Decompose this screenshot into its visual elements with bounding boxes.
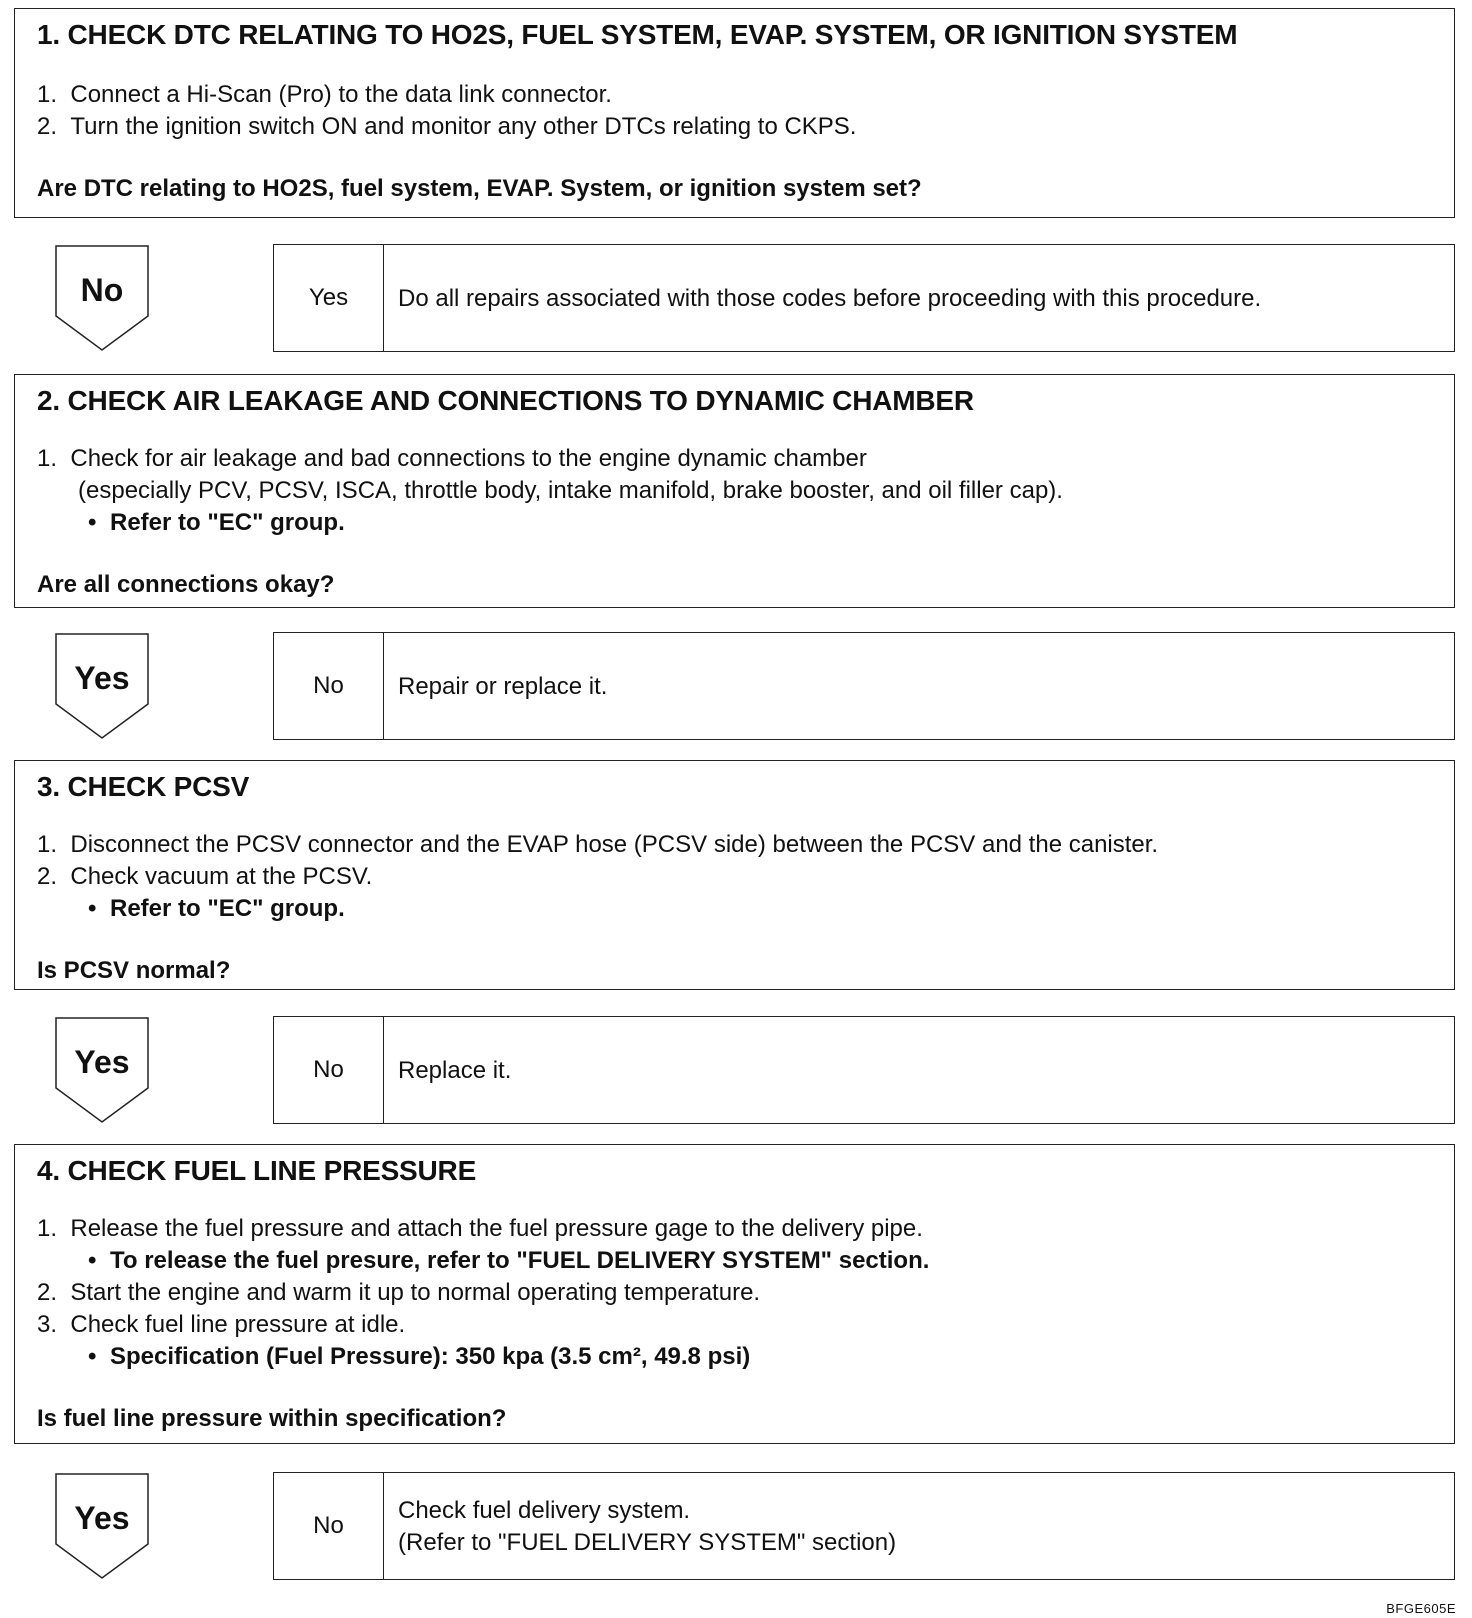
flow-arrow [54,1472,150,1580]
instruction-line [37,1311,405,1339]
instruction-line [37,1215,923,1243]
line-text: Check for air leakage and bad connections to the engine dynamic chamber [70,445,867,472]
line-number: 3. [37,1311,58,1338]
line-text: Refer to "EC" group. [110,509,345,536]
bullet-icon: • [88,509,97,536]
line-text: Release the fuel pressure and attach the fuel pressure gage to the delivery pipe. [70,1215,923,1242]
line-text: Disconnect the PCSV connector and the EVAP hose (PCSV side) between the PCSV and the canister. [70,831,1159,858]
arrow-label: Yes [74,660,130,696]
line-text: (especially PCV, PCSV, ISCA, throttle body, intake manifold, brake booster, and oil filler cap). [78,477,1063,504]
line-text: Check fuel line pressure at idle. [70,1311,406,1338]
line-text: Turn the ignition switch ON and monitor any other DTCs relating to CKPS. [70,113,857,140]
step-question: Are all connections okay? [37,571,335,598]
reference-bullet [88,1247,929,1275]
flow-arrow [54,244,150,352]
alternate-action-box [273,244,1455,352]
line-number: 2. [37,113,58,140]
reference-bullet [88,895,345,923]
step-question: Is fuel line pressure within specification? [37,1405,507,1432]
step-2-box [14,374,1455,608]
step-question: Is PCSV normal? [37,957,231,984]
instruction-line [78,477,1063,505]
instruction-line [37,445,867,473]
alternate-text: Replace it. [398,1057,512,1084]
figure-code: BFGE605E [1386,1601,1456,1616]
bullet-icon: • [88,895,97,922]
step-1-box [14,8,1455,218]
alternate-text: (Refer to "FUEL DELIVERY SYSTEM" section) [398,1529,897,1556]
alternate-label: No [274,1473,384,1579]
step-3-box [14,760,1455,990]
instruction-line [37,863,372,891]
line-number: 2. [37,863,58,890]
arrow-label: No [80,272,124,308]
step-title: 3. CHECK PCSV [37,771,250,802]
line-number: 1. [37,831,58,858]
alternate-action-box [273,632,1455,740]
step-title: 1. CHECK DTC RELATING TO HO2S, FUEL SYSTEM, EVAP. SYSTEM, OR IGNITION SYSTEM [37,19,1238,50]
alternate-text: Repair or replace it. [398,673,608,700]
alternate-text: Check fuel delivery system. [398,1497,691,1524]
alternate-text: Do all repairs associated with those codes before proceeding with this procedure. [398,285,1262,312]
bullet-icon: • [88,1247,97,1274]
line-number: 1. [37,1215,58,1242]
line-text: Connect a Hi-Scan (Pro) to the data link connector. [70,81,612,108]
step-question: Are DTC relating to HO2S, fuel system, EVAP. System, or ignition system set? [37,175,922,202]
bullet-icon: • [88,1343,97,1370]
instruction-line [37,81,612,109]
line-number: 1. [37,81,58,108]
alternate-action-box [273,1016,1455,1124]
specification-bullet [88,1343,750,1371]
step-title: 4. CHECK FUEL LINE PRESSURE [37,1155,477,1186]
alternate-label: No [274,633,384,739]
line-text: To release the fuel presure, refer to "FUEL DELIVERY SYSTEM" section. [110,1247,930,1274]
alternate-label: Yes [274,245,384,351]
instruction-line [37,113,856,141]
alternate-action-box [273,1472,1455,1580]
arrow-label: Yes [74,1044,130,1080]
flow-arrow [54,1016,150,1124]
line-text: Refer to "EC" group. [110,895,345,922]
step-4-box [14,1144,1455,1444]
arrow-label: Yes [74,1500,130,1536]
instruction-line [37,831,1158,859]
line-number: 1. [37,445,58,472]
reference-bullet [88,509,345,537]
alternate-label: No [274,1017,384,1123]
line-text: Specification (Fuel Pressure): 350 kpa (3.5 cm², 49.8 psi) [110,1343,751,1370]
flow-arrow [54,632,150,740]
instruction-line [37,1279,760,1307]
line-number: 2. [37,1279,58,1306]
step-title: 2. CHECK AIR LEAKAGE AND CONNECTIONS TO DYNAMIC CHAMBER [37,385,974,416]
line-text: Check vacuum at the PCSV. [70,863,373,890]
line-text: Start the engine and warm it up to normal operating temperature. [70,1279,761,1306]
